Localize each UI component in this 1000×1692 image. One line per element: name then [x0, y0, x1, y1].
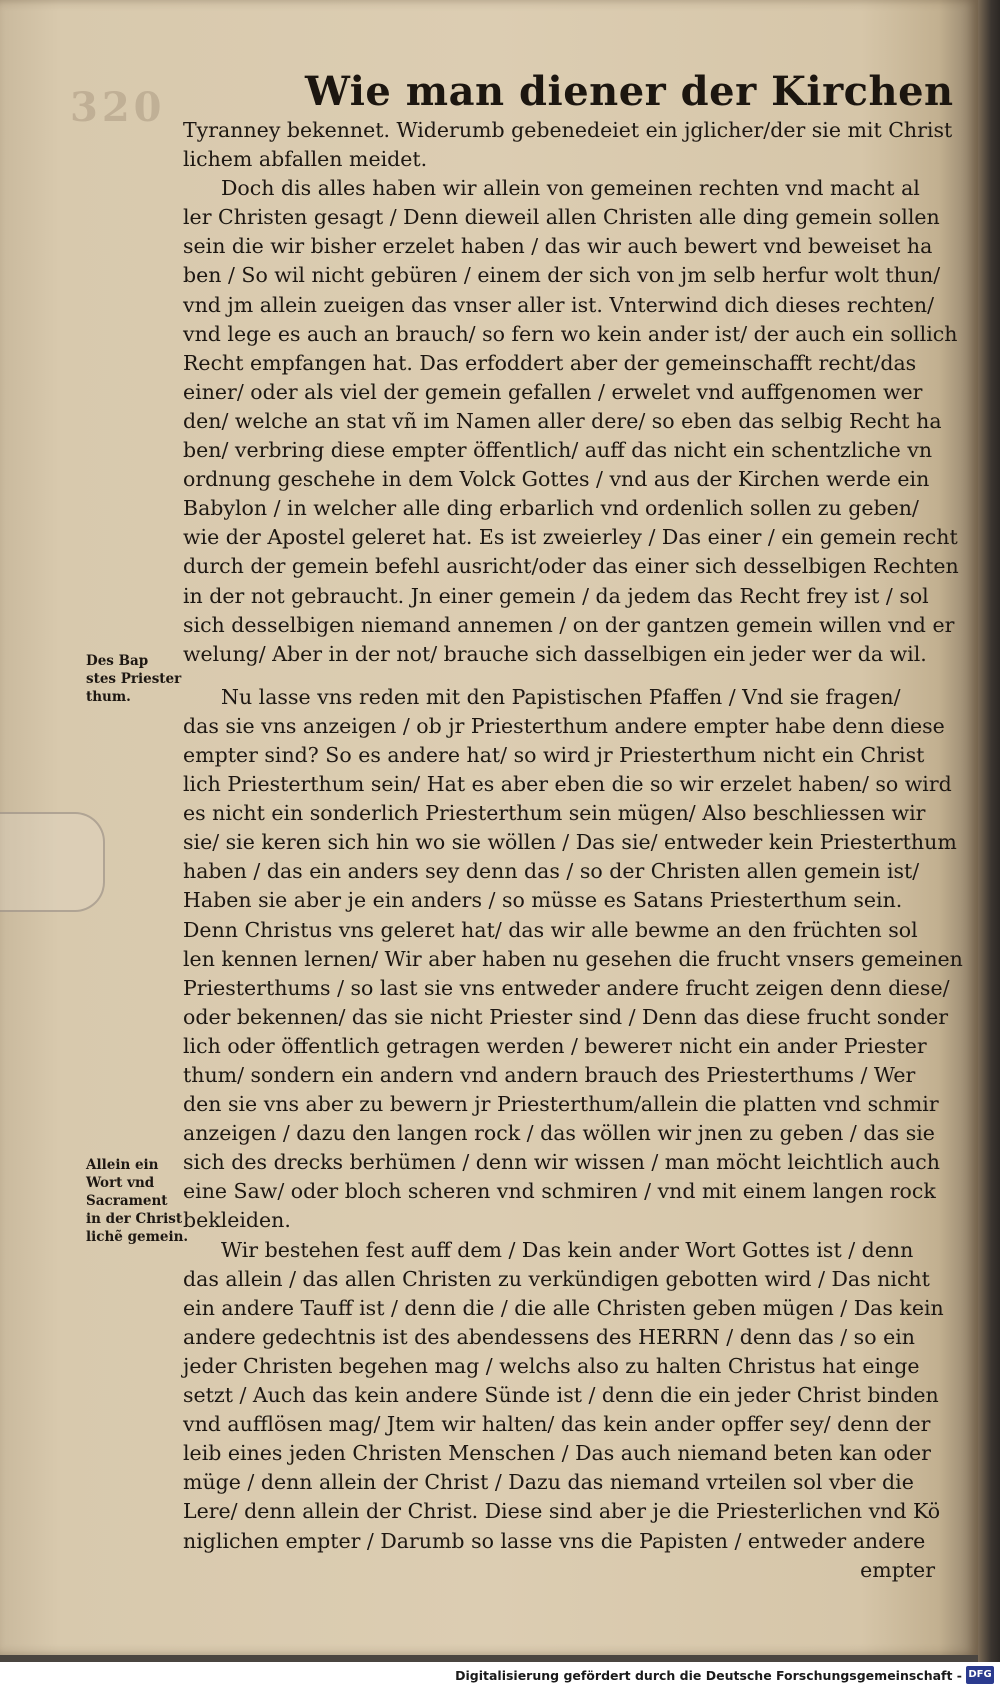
text-line: bekleiden.: [183, 1208, 291, 1233]
text-line: setzt / Auch das kein andere Sünde ist / denn die ein jeder Christ binden: [183, 1383, 939, 1408]
text-line: ordnung geschehe in dem Volck Gottes / vnd aus der Kirchen werde ein: [183, 467, 930, 492]
text-line: jeder Christen begehen mag / welchs also zu halten Christus hat einge: [183, 1353, 920, 1378]
margin-note-line: lichẽ gemein.: [86, 1229, 189, 1245]
text-line: vnd jm allein zueigen das vnser aller ist. Vnterwind dich dieses rechten/: [183, 292, 935, 317]
text-line: es nicht ein sonderlich Priesterthum sein mügen/ Also beschliessen wir: [183, 801, 926, 826]
text-line: ben/ verbring diese empter öffentlich/ auff das nicht ein schentzliche vn: [183, 438, 933, 463]
text-line: Recht empfangen hat. Das erfoddert aber der gemeinschafft recht/das: [183, 350, 917, 375]
text-line: wie der Apostel geleret hat. Es ist zweierley / Das einer / ein gemein recht: [183, 525, 958, 550]
text-line: sie/ sie keren sich hin wo sie wöllen / Das sie/ entweder kein Priesterthum: [183, 830, 957, 855]
text-line: welung/ Aber in der not/ brauche sich dasselbigen ein jeder wer da wil.: [183, 641, 927, 666]
text-line: Denn Christus vns geleret hat/ das wir alle bewme an den früchten sol: [183, 917, 918, 942]
text-line: ler Christen gesagt / Denn dieweil allen Christen alle ding gemein sollen: [183, 205, 940, 230]
text-line: ein andere Tauff ist / denn die / die alle Christen geben mügen / Das kein: [183, 1295, 944, 1320]
margin-note-line: stes Priester: [86, 671, 182, 687]
text-line: lich Priesterthum sein/ Hat es aber eben die so wir erzelet haben/ so wird: [183, 772, 952, 797]
page-edge: [978, 0, 1000, 1662]
text-line: Doch dis alles haben wir allein von gemeinen rechten vnd macht al: [221, 176, 920, 201]
text-line: lich oder öffentlich getragen werden / bewerет nicht ein ander Priester: [183, 1033, 927, 1058]
text-line: leib eines jeden Christen Menschen / Das auch niemand beten kan oder: [183, 1441, 931, 1466]
text-line: Priesterthums / so last sie vns entweder andere frucht zeigen denn diese/: [183, 975, 950, 1000]
text-line: thum/ sondern ein andern vnd andern brauch des Priesterthums / Wer: [183, 1063, 916, 1087]
footer-bar: [0, 1662, 1000, 1692]
text-line: ben / So wil nicht gebüren / einem der sich von jm selb herfur wolt thun/: [183, 263, 941, 288]
margin-note-line: thum.: [86, 689, 131, 705]
text-line: Tyranney bekennet. Widerumb gebenedeiet ein jglicher/der sie mit Christ: [183, 118, 953, 142]
text-line: das allein / das allen Christen zu verkündigen gebotten wird / Das nicht: [183, 1266, 930, 1291]
margin-note-line: Allein ein: [86, 1157, 159, 1173]
page-tab-mark: [0, 812, 105, 912]
text-line: den sie vns aber zu bewern jr Priesterthum/allein die platten vnd schmir: [183, 1092, 939, 1117]
text-line: haben / das ein anders sey denn das / so der Christen allen gemein ist/: [183, 859, 920, 884]
text-line: Haben sie aber je ein anders / so müsse es Satans Priesterthum sein.: [183, 888, 903, 913]
body-text: [183, 116, 963, 1585]
margin-note-word-sacrament: [86, 1156, 189, 1246]
running-header: Wie man diener der Kirchen: [305, 68, 954, 115]
margin-note-papal-priesthood: [86, 652, 186, 706]
text-line: sich desselbigen niemand annemen / on der gantzen gemein willen vnd er: [183, 612, 955, 637]
text-line: [183, 669, 935, 683]
margin-note-line: Des Bap: [86, 653, 149, 669]
text-line: niglichen empter / Darumb so lasse vns die Papisten / entweder andere: [183, 1528, 926, 1553]
bleed-through-page-number: 320: [70, 84, 166, 131]
text-line: sein die wir bisher erzelet haben / das wir auch bewert vnd beweiset ha: [183, 234, 933, 259]
text-line: den/ welche an stat vñ im Namen aller dere/ so eben das selbig Recht ha: [183, 408, 942, 433]
text-line: vnd lege es auch an brauch/ so fern wo kein ander ist/ der auch ein sollich: [183, 321, 958, 346]
text-line: sich des drecks berhümen / denn wir wissen / man möcht leichtlich auch: [183, 1150, 940, 1175]
text-line: Babylon / in welcher alle ding erbarlich vnd ordenlich sollen zu geben/: [183, 496, 919, 521]
dfg-logo: DFG: [966, 1666, 994, 1684]
margin-note-line: in der Christ: [86, 1211, 183, 1227]
text-line: müge / denn allein der Christ / Dazu das niemand vrteilen sol vber die: [183, 1470, 914, 1495]
text-line: eine Saw/ oder bloch scheren vnd schmiren / vnd mit einem langen rock: [183, 1179, 936, 1204]
text-line: oder bekennen/ das sie nicht Priester sind / Denn das diese frucht sonder: [183, 1004, 949, 1029]
text-line: empter sind? So es andere hat/ so wird jr Priesterthum nicht ein Christ: [183, 742, 925, 767]
text-line: durch der gemein befehl ausricht/oder das einer sich desselbigen Rechten: [183, 554, 959, 579]
text-line: empter: [860, 1557, 935, 1582]
text-line: vnd aufflösen mag/ Jtem wir halten/ das kein ander opffer sey/ denn der: [183, 1412, 931, 1437]
margin-note-line: Sacrament: [86, 1193, 168, 1209]
text-line: anzeigen / dazu den langen rock / das wöllen wir jnen zu geben / das sie: [183, 1121, 935, 1146]
text-line: Nu lasse vns reden mit den Papistischen Pfaffen / Vnd sie fragen/: [221, 684, 901, 709]
funding-credit: Digitalisierung gefördert durch die Deutsche Forschungsgemeinschaft -: [455, 1668, 962, 1683]
text-line: einer/ oder als viel der gemein gefallen / erwelet vnd auffgenomen wer: [183, 379, 923, 404]
text-line: das sie vns anzeigen / ob jr Priesterthum andere empter habe denn diese: [183, 713, 945, 738]
text-line: andere gedechtnis ist des abendessens des HERRN / denn das / so ein: [183, 1324, 915, 1349]
margin-note-line: Wort vnd: [86, 1175, 155, 1191]
text-line: lichem abfallen meidet.: [183, 147, 428, 172]
text-line: in der not gebraucht. Jn einer gemein / da jedem das Recht frey ist / sol: [183, 583, 929, 608]
text-line: len kennen lernen/ Wir aber haben nu gesehen die frucht vnsers gemeinen: [183, 946, 963, 971]
text-line: Wir bestehen fest auff dem / Das kein ander Wort Gottes ist / denn: [221, 1237, 914, 1262]
text-line: Lere/ denn allein der Christ. Diese sind aber je die Priesterlichen vnd Kö: [183, 1499, 941, 1524]
